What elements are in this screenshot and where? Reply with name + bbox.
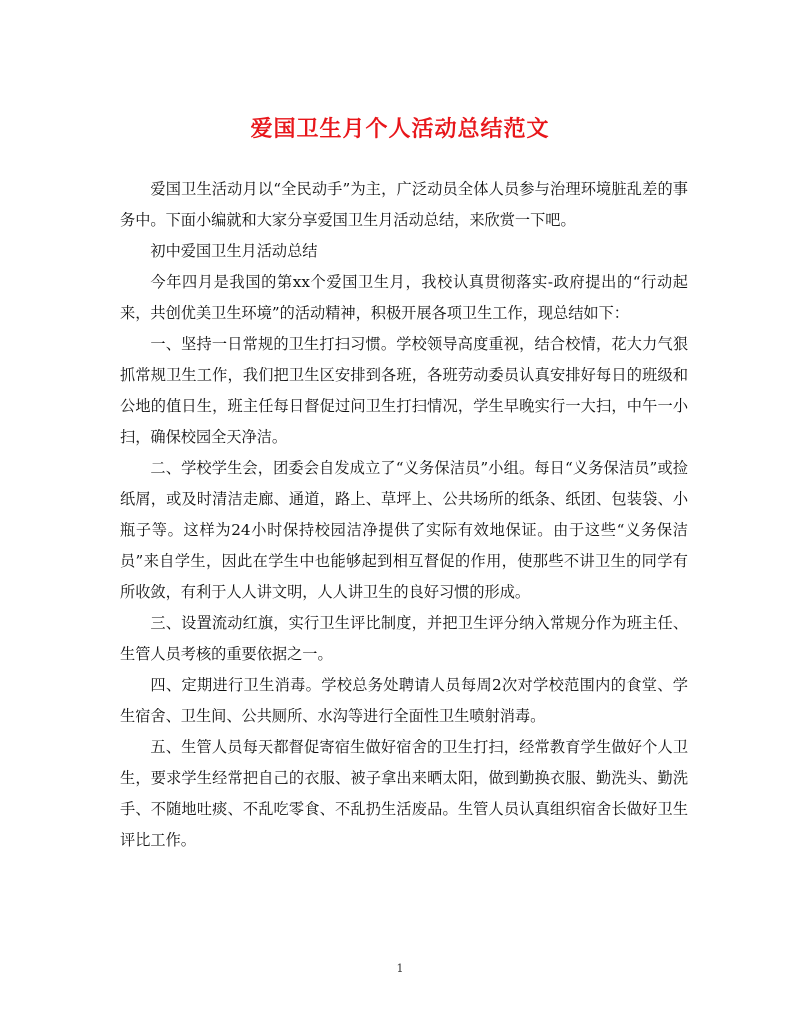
- item-5-paragraph: 五、生管人员每天都督促寄宿生做好宿舍的卫生打扫，经常教育学生做好个人卫生，要求学生经常把自己的衣服、被子拿出来晒太阳，做到勤换衣服、勤洗头、勤洗手、不随地吐痰、不乱吃零食、不乱扔生活废品。生管人员认真组织宿舍长做好卫生评比工作。: [120, 738, 688, 849]
- page-number: 1: [396, 962, 404, 975]
- intro-paragraph: 爱国卫生活动月以“全民动手”为主，广泛动员全体人员参与治理环境脏乱差的事务中。下面小编就和大家分享爱国卫生月活动总结，来欣赏一下吧。: [120, 180, 688, 229]
- document-title: 爱国卫生月个人活动总结范文: [250, 116, 550, 142]
- item-2-paragraph: 二、学校学生会，团委会自发成立了“义务保洁员”小组。每日“义务保洁员”或捡纸屑，或及时清洁走廊、通道，路上、草坪上、公共场所的纸条、纸团、包装袋、小瓶子等。这样为24小时保持校园洁净提供了实际有效地保证。由于这些“义务保洁员”来自学生，因此在学生中也能够起到相互督促的作用，使那些不讲卫生的同学有所收敛，有利于人人讲文明，人人讲卫生的良好习惯的形成。: [120, 459, 688, 601]
- item-4-paragraph: 四、定期进行卫生消毒。学校总务处聘请人员每周2次对学校范围内的食堂、学生宿舍、卫生间、公共厕所、水沟等进行全面性卫生喷射消毒。: [120, 676, 688, 725]
- item-3-paragraph: 三、设置流动红旗，实行卫生评比制度，并把卫生评分纳入常规分作为班主任、生管人员考核的重要依据之一。: [120, 614, 688, 663]
- item-1-paragraph: 一、坚持一日常规的卫生打扫习惯。学校领导高度重视，结合校情，花大力气狠抓常规卫生工作，我们把卫生区安排到各班，各班劳动委员认真安排好每日的班级和公地的值日生，班主任每日督促过问卫生打扫情况，学生早晚实行一大扫，中午一小扫，确保校园全天净洁。: [120, 335, 688, 446]
- document-body: [120, 174, 688, 856]
- overview-paragraph: 今年四月是我国的第xx个爱国卫生月，我校认真贯彻落实-政府提出的“行动起来，共创优美卫生环境”的活动精神，积极开展各项卫生工作，现总结如下：: [120, 273, 688, 322]
- section-heading: 初中爱国卫生月活动总结: [150, 242, 318, 260]
